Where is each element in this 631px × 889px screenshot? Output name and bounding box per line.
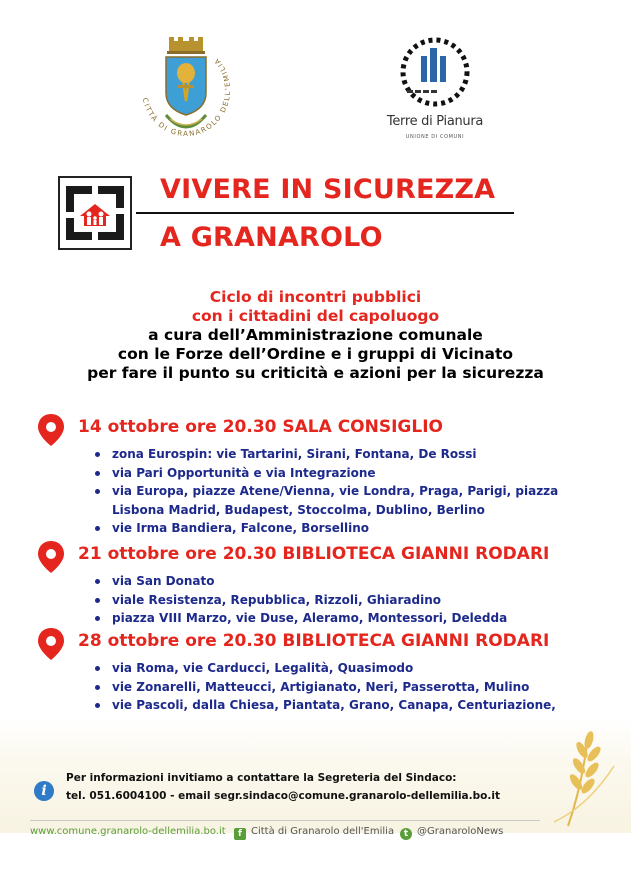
granarolo-coat-of-arms-logo	[136, 35, 236, 145]
event-title: 21 ottobre ore 20.30 BIBLIOTECA GIANNI RODARI	[78, 544, 550, 564]
list-item: vie Zonarelli, Matteucci, Artigianato, Neri, Passerotta, Mulino	[94, 678, 594, 697]
footer-divider	[30, 820, 540, 821]
list-item: vie Pascoli, dalla Chiesa, Piantata, Grano, Canapa, Centuriazione,	[94, 696, 594, 733]
list-item: zona Eurospin: vie Tartarini, Sirani, Fontana, De Rossi	[94, 445, 594, 464]
contact-details: tel. 051.6004100 - email segr.sindaco@comune.granarolo-dellemilia.bo.it	[66, 790, 500, 802]
street-list	[94, 572, 594, 628]
map-pin-icon	[36, 540, 66, 574]
website-link[interactable]: www.comune.granarolo-dellemilia.bo.it	[30, 826, 226, 837]
footer-links	[30, 826, 600, 844]
info-text: Per informazioni invitiamo a contattare la Segreteria del Sindaco:	[66, 772, 457, 784]
list-item: via San Donato	[94, 572, 594, 591]
twitter-link[interactable]	[400, 826, 503, 840]
list-item: via Roma, vie Carducci, Legalità, Quasimodo	[94, 659, 594, 678]
title-line-1: VIVERE IN SICUREZZA	[160, 174, 496, 205]
terre-logo-text: Terre di Pianura	[386, 114, 484, 129]
list-item: vie Irma Bandiera, Falcone, Borsellino	[94, 519, 594, 538]
list-item: via Europa, piazze Atene/Vienna, vie Londra, Praga, Parigi, piazza Lisbona Madrid, Budapest, Stoccolma, Dublino, Berlino	[94, 482, 594, 519]
list-item: piazza VIII Marzo, vie Duse, Aleramo, Montessori, Deledda	[94, 609, 594, 628]
intro-line: con le Forze dell’Ordine e i gruppi di Vicinato	[117, 345, 514, 363]
intro-line: per fare il punto su criticità e azioni per la sicurezza	[87, 364, 544, 382]
title-divider	[136, 212, 514, 214]
community-safety-icon	[58, 176, 132, 250]
intro-line: con i cittadini del capoluogo	[191, 307, 440, 325]
facebook-icon: f	[234, 828, 246, 840]
map-pin-icon	[36, 627, 66, 661]
terre-logo-subtext: UNIONE DI COMUNI	[405, 134, 465, 140]
info-icon: i	[34, 781, 54, 801]
list-item: viale Resistenza, Repubblica, Rizzoli, Ghiaradino	[94, 591, 594, 610]
map-pin-icon	[36, 413, 66, 447]
street-list	[94, 445, 594, 538]
event-title: 28 ottobre ore 20.30 BIBLIOTECA GIANNI RODARI	[78, 631, 550, 651]
event-title: 14 ottobre ore 20.30 SALA CONSIGLIO	[78, 417, 443, 437]
intro-line: a cura dell’Amministrazione comunale	[148, 326, 483, 344]
facebook-link[interactable]	[234, 826, 394, 840]
coat-ring-text: CITTÀ DI GRANAROLO DELL'EMILIA	[140, 55, 233, 139]
intro-line: Ciclo di incontri pubblici	[209, 288, 422, 306]
intro-text	[0, 288, 631, 383]
terre-di-pianura-logo	[375, 36, 495, 148]
facebook-label: Città di Granarolo dell'Emilia	[251, 826, 395, 837]
twitter-label: @GranaroloNews	[417, 826, 504, 837]
wheat-icon	[548, 726, 618, 830]
twitter-icon: t	[400, 828, 412, 840]
title-line-2: A GRANAROLO	[160, 222, 383, 253]
list-item: via Pari Opportunità e via Integrazione	[94, 464, 594, 483]
